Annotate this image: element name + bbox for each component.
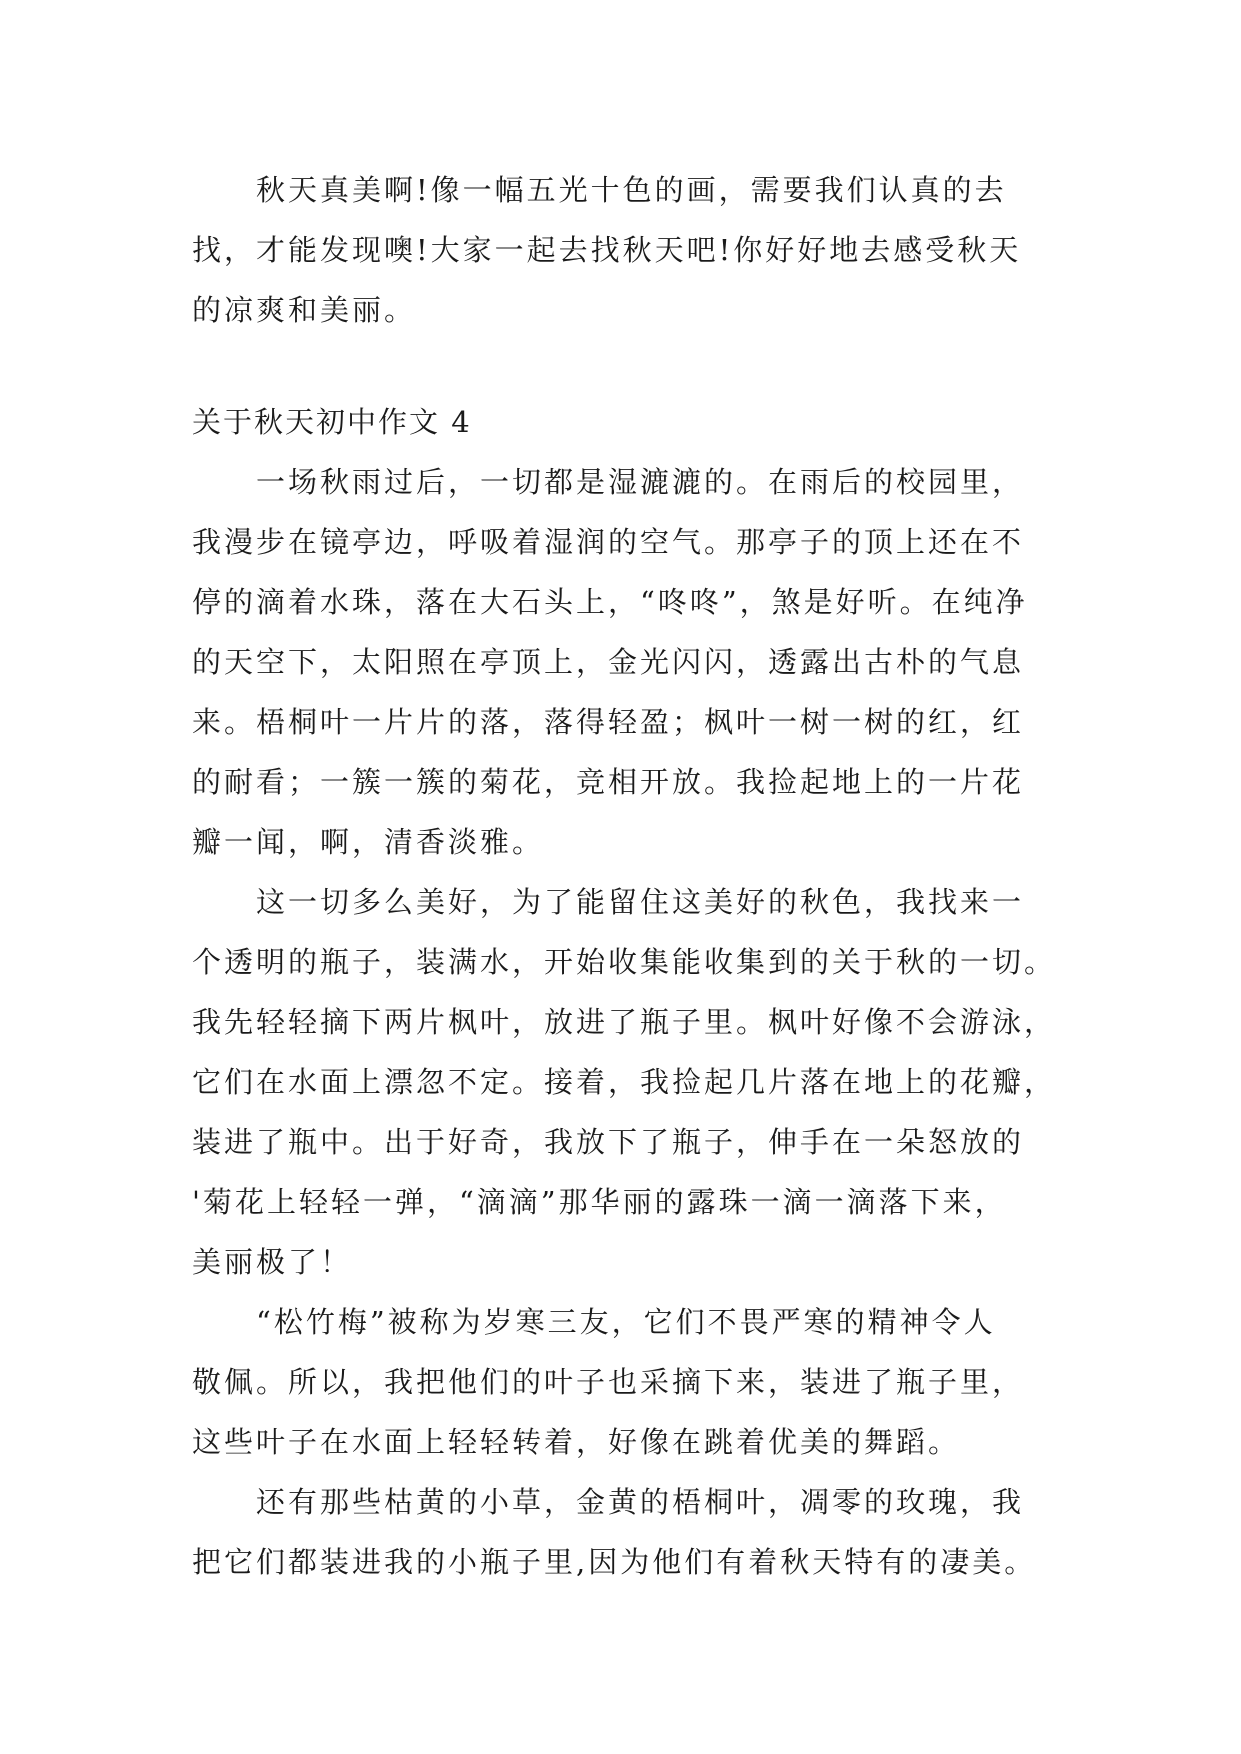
text-line: 来。梧桐叶一片片的落，落得轻盈；枫叶一树一树的红，红 bbox=[192, 705, 1025, 739]
text-line: 我漫步在镜亭边，呼吸着湿润的空气。那亭子的顶上还在不 bbox=[192, 525, 1025, 559]
text-line: 这一切多么美好，为了能留住这美好的秋色，我找来一 bbox=[256, 885, 1025, 919]
text-line: 装进了瓶中。出于好奇，我放下了瓶子，伸手在一朵怒放的 bbox=[192, 1125, 1025, 1159]
text-line: 一场秋雨过后，一切都是湿漉漉的。在雨后的校园里， bbox=[256, 465, 1025, 499]
text-line: “松竹梅”被称为岁寒三友，它们不畏严寒的精神令人 bbox=[256, 1305, 996, 1339]
text-line: 停的滴着水珠，落在大石头上，“咚咚”，煞是好听。在纯净 bbox=[192, 585, 1028, 619]
text-line: 秋天真美啊!像一幅五光十色的画，需要我们认真的去 bbox=[256, 173, 1007, 207]
text-line: 把它们都装进我的小瓶子里,因为他们有着秋天特有的凄美。 bbox=[192, 1545, 1037, 1579]
text-line: 的耐看；一簇一簇的菊花，竞相开放。我捡起地上的一片花 bbox=[192, 765, 1025, 799]
section-heading: 关于秋天初中作文 4 bbox=[192, 405, 472, 439]
paragraph-3 bbox=[192, 1292, 1067, 1472]
text-line: '菊花上轻轻一弹，“滴滴”那华丽的露珠一滴一滴落下来， bbox=[192, 1185, 1007, 1219]
paragraph-4 bbox=[192, 1472, 1067, 1592]
text-line: 这些叶子在水面上轻轻转着，好像在跳着优美的舞蹈。 bbox=[192, 1425, 961, 1459]
text-line: 的凉爽和美丽。 bbox=[192, 293, 417, 327]
text-line: 瓣一闻，啊，清香淡雅。 bbox=[192, 825, 545, 859]
text-line: 它们在水面上漂忽不定。接着，我捡起几片落在地上的花瓣， bbox=[192, 1065, 1057, 1099]
text-line: 的天空下，太阳照在亭顶上，金光闪闪，透露出古朴的气息 bbox=[192, 645, 1025, 679]
intro-paragraph bbox=[192, 160, 1067, 340]
paragraph-2 bbox=[192, 872, 1067, 1292]
paragraph-1 bbox=[192, 452, 1067, 872]
text-line: 还有那些枯黄的小草，金黄的梧桐叶，凋零的玫瑰，我 bbox=[256, 1485, 1025, 1519]
document-body bbox=[192, 160, 1067, 1592]
text-line: 我先轻轻摘下两片枫叶，放进了瓶子里。枫叶好像不会游泳， bbox=[192, 1005, 1057, 1039]
text-line: 找，才能发现噢!大家一起去找秋天吧!你好好地去感受秋天 bbox=[192, 233, 1022, 267]
text-line: 敬佩。所以，我把他们的叶子也采摘下来，装进了瓶子里， bbox=[192, 1365, 1025, 1399]
text-line: 个透明的瓶子，装满水，开始收集能收集到的关于秋的一切。 bbox=[192, 945, 1057, 979]
text-line: 美丽极了！ bbox=[192, 1245, 353, 1279]
